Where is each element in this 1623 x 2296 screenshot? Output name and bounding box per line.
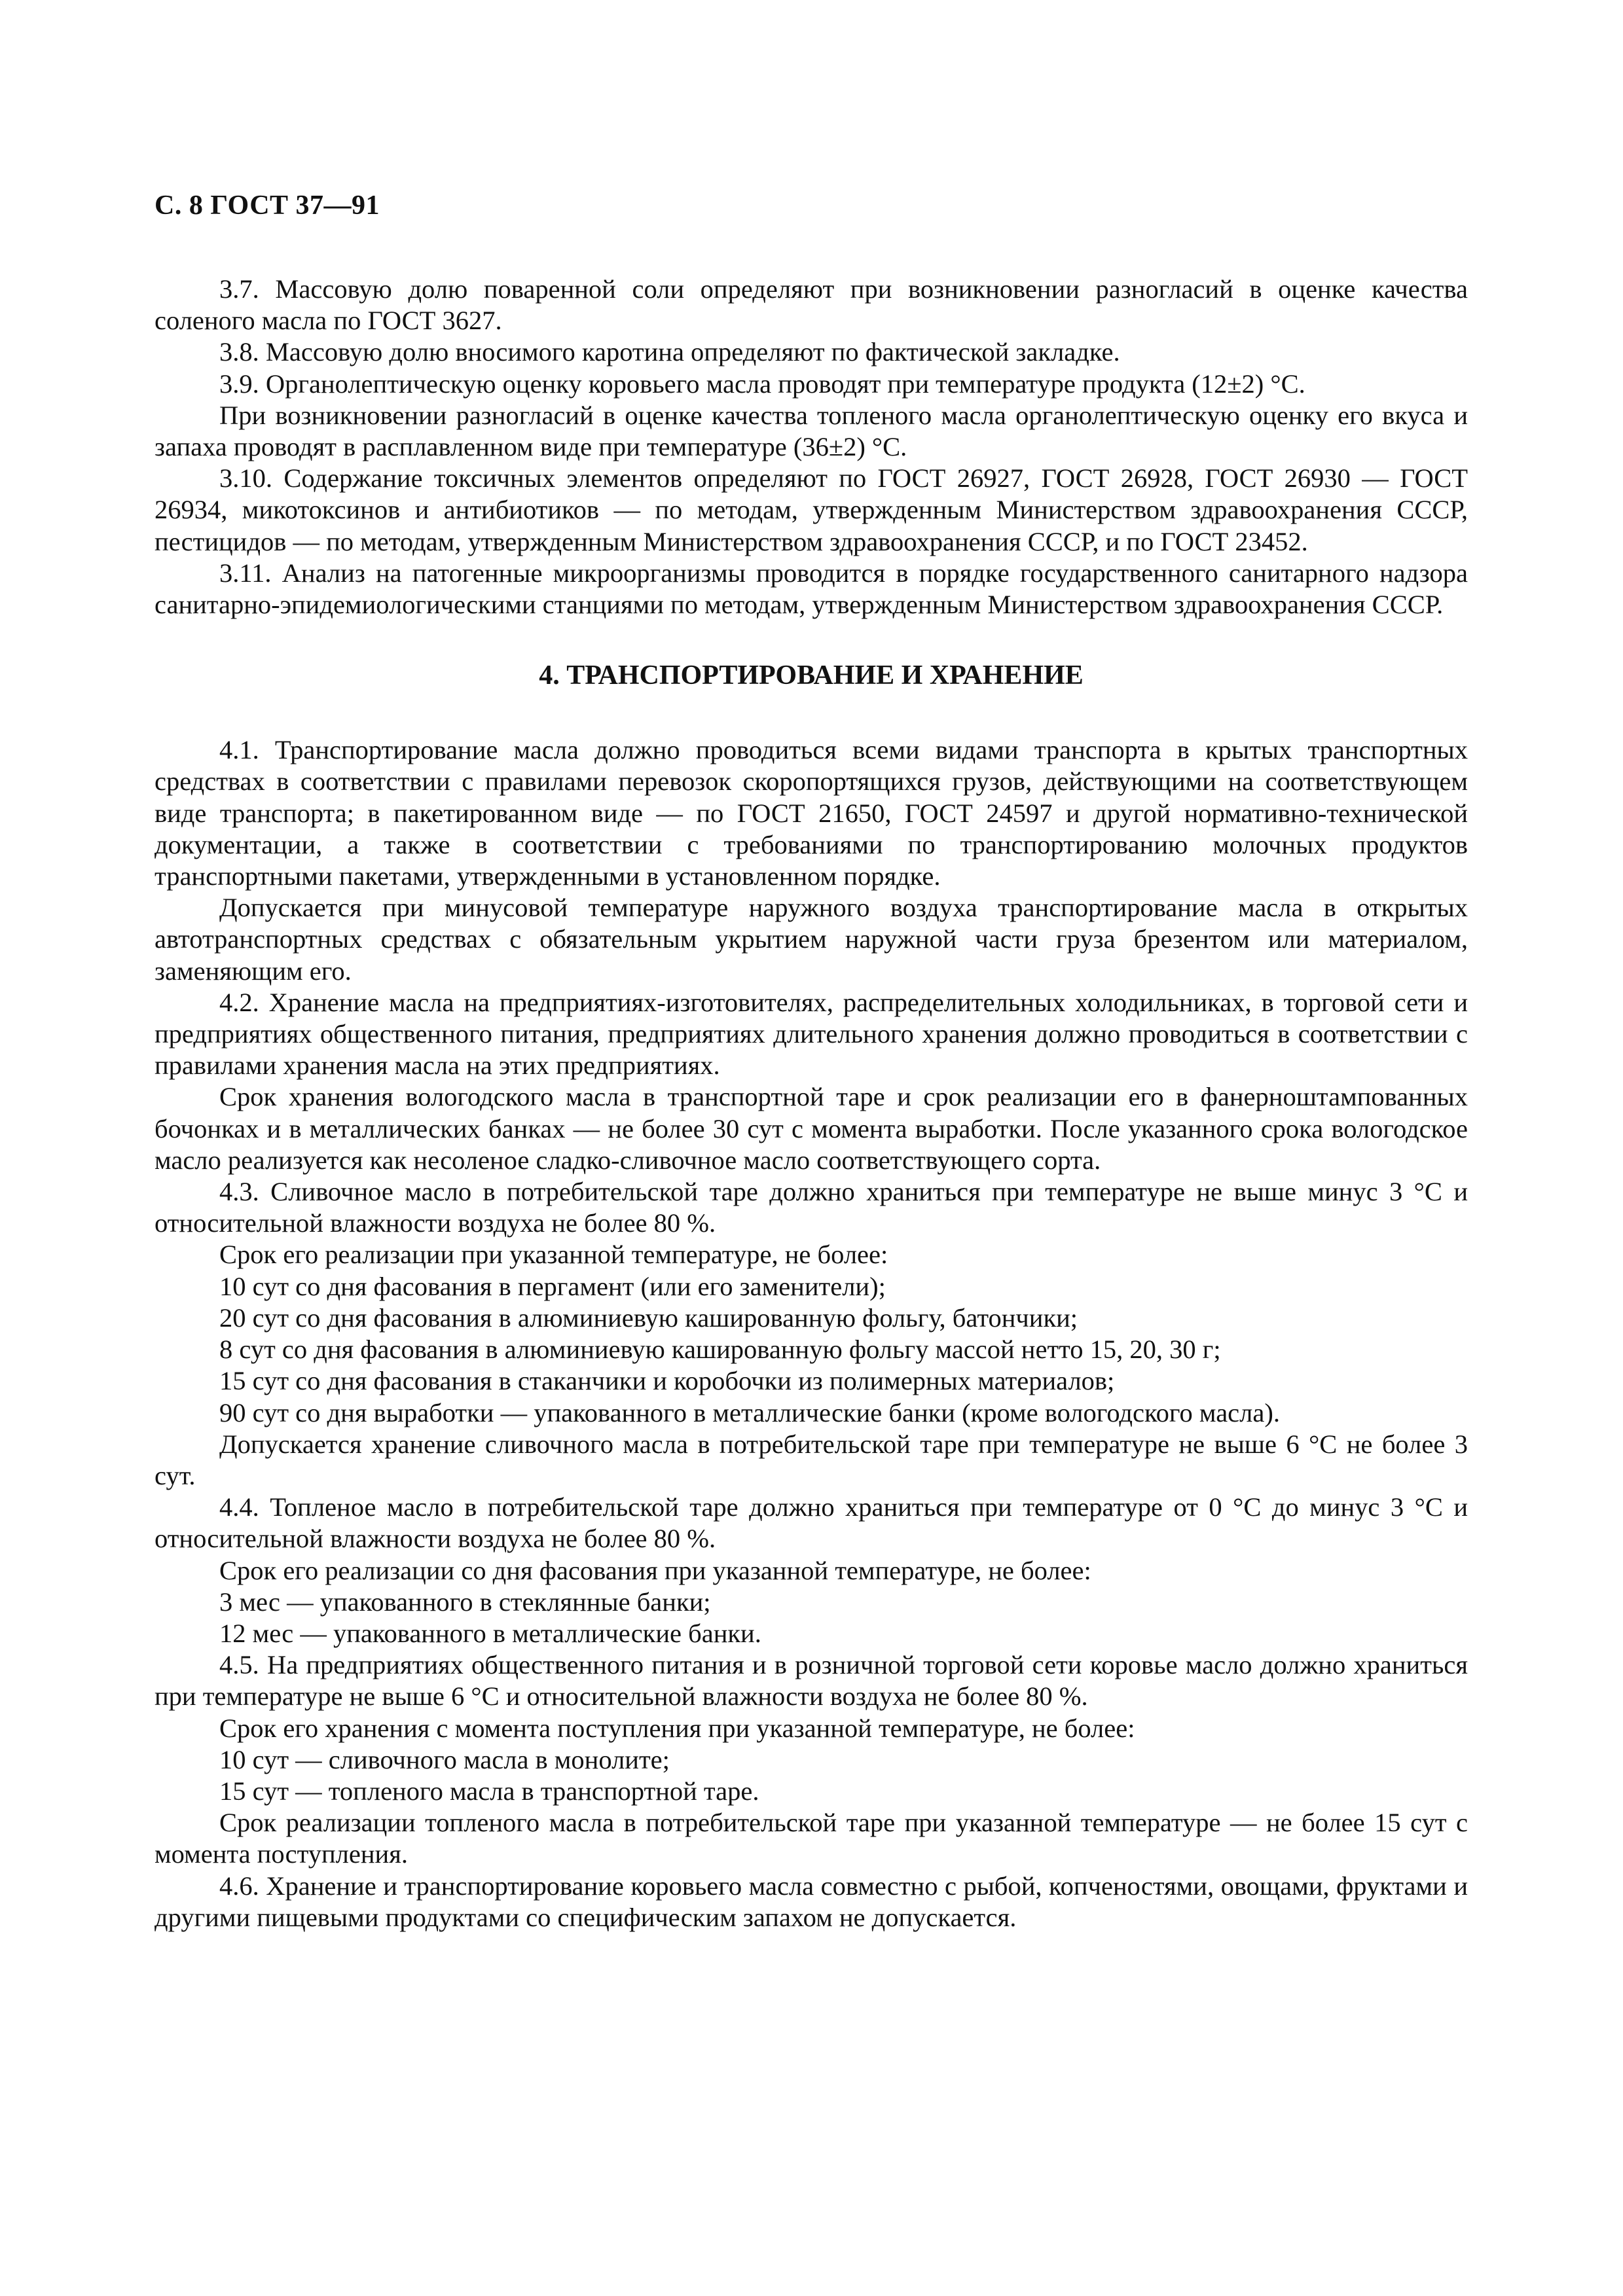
clause-3-7: 3.7. Массовую долю поваренной соли определяют при возникновении разногласий в оценке качества соленого масла по ГОСТ 3627. (155, 274, 1468, 336)
clause-4-2: 4.2. Хранение масла на предприятиях-изготовителях, распределительных холодильниках, в торговой сети и предприятиях общественного питания, предприятиях длительного хранения должно проводиться в соответствии с правилами хранения масла на этих предприятиях. (155, 987, 1468, 1081)
clause-4-4-list-item: 3 мес — упакованного в стеклянные банки; (219, 1587, 711, 1617)
clause-4-5-list-intro: Срок его хранения с момента поступления при указанной температуре, не более: (219, 1713, 1135, 1743)
clause-4-3-list-item: 90 сут со дня выработки — упакованного в металлические банки (кроме вологодского масла). (219, 1397, 1280, 1427)
clause-4-1-paragraph: Допускается при минусовой температуре наружного воздуха транспортирование масла в открытых автотранспортных средствах с обязательным укрытием наружной части груза брезентом или материалом, заменяющим его. (155, 893, 1468, 986)
page-header: С. 8 ГОСТ 37—91 (155, 190, 380, 221)
clause-4-3-list-intro: Срок его реализации при указанной температуре, не более: (219, 1240, 888, 1270)
clause-3-8: 3.8. Массовую долю вносимого каротина определяют по фактической закладке. (219, 337, 1120, 367)
clause-4-3-list-item: 10 сут со дня фасования в пергамент (или его заменители); (219, 1271, 886, 1301)
clause-3-11: 3.11. Анализ на патогенные микроорганизмы проводится в порядке государственного санитарного надзора санитарно-эпидемиологическими станциями по методам, утвержденным Министерством здравоохранения СССР. (155, 558, 1468, 620)
clause-4-3-list-item: 20 сут со дня фасования в алюминиевую кашированную фольгу, батончики; (219, 1302, 1078, 1333)
clause-4-5: 4.5. На предприятиях общественного питания и в розничной торговой сети коровье масло должно храниться при температуре не выше 6 °С и относительной влажности воздуха не более 80 %. (155, 1650, 1468, 1712)
clause-4-3-list-item: 15 сут со дня фасования в стаканчики и коробочки из полимерных материалов; (219, 1366, 1115, 1396)
section-4-title: 4. ТРАНСПОРТИРОВАНИЕ И ХРАНЕНИЕ (539, 660, 1084, 691)
clause-4-3-paragraph: Допускается хранение сливочного масла в потребительской таре при температуре не выше 6 °С не более 3 сут. (155, 1429, 1468, 1490)
clause-3-9-paragraph: При возникновении разногласий в оценке качества топленого масла органолептическую оценку его вкуса и запаха проводят в расплавленном виде при температуре (36±2) °С. (155, 400, 1468, 462)
clause-4-4: 4.4. Топленое масло в потребительской таре должно храниться при температуре от 0 °С до минус 3 °С и относительной влажности воздуха не более 80 %. (155, 1492, 1468, 1554)
clause-4-5-paragraph: Срок реализации топленого масла в потребительской таре при указанной температуре — не более 15 сут с момента поступления. (155, 1808, 1468, 1869)
clause-3-9: 3.9. Органолептическую оценку коровьего масла проводят при температуре продукта (12±2) °С. (219, 368, 1305, 399)
clause-4-3: 4.3. Сливочное масло в потребительской таре должно храниться при температуре не выше минус 3 °С и относительной влажности воздуха не более 80 %. (155, 1177, 1468, 1238)
clause-4-2-paragraph: Срок хранения вологодского масла в транспортной таре и срок реализации его в фанерноштампованных бочонках и в металлических банках — не более 30 сут с момента выработки. После указанного срока вологодское масло реализуется как несоленое сладко-сливочное масло соответствующего сорта. (155, 1082, 1468, 1175)
document-body (155, 274, 1468, 1933)
clause-4-4-list-intro: Срок его реализации со дня фасования при указанной температуре, не более: (219, 1555, 1091, 1585)
clause-4-6: 4.6. Хранение и транспортирование коровьего масла совместно с рыбой, копченостями, овощами, фруктами и другими пищевыми продуктами со специфическим запахом не допускается. (155, 1871, 1468, 1932)
clause-4-4-list-item: 12 мес — упакованного в металлические банки. (219, 1618, 761, 1648)
clause-3-10: 3.10. Содержание токсичных элементов определяют по ГОСТ 26927, ГОСТ 26928, ГОСТ 26930 — ГОСТ 26934, микотоксинов и антибиотиков — по методам, утвержденным Министерством здравоохранения СССР, пестицидов — по методам, утвержденным Министерством здравоохранения СССР, и по ГОСТ 23452. (155, 463, 1468, 556)
clause-4-5-list-item: 10 сут — сливочного масла в монолите; (219, 1744, 670, 1774)
clause-4-1: 4.1. Транспортирование масла должно проводиться всеми видами транспорта в крытых транспортных средствах в соответствии с правилами перевозок скоропортящихся грузов, действующими на соответствующем виде транспорта; в пакетированном виде — по ГОСТ 21650, ГОСТ 24597 и другой нормативно-технической документации, а также в соответствии с требованиями по транспортированию молочных продуктов транспортными пакетами, утвержденными в установленном порядке. (155, 735, 1468, 891)
clause-4-3-list-item: 8 сут со дня фасования в алюминиевую кашированную фольгу массой нетто 15, 20, 30 г; (219, 1335, 1221, 1365)
clause-4-5-list-item: 15 сут — топленого масла в транспортной таре. (219, 1776, 759, 1806)
